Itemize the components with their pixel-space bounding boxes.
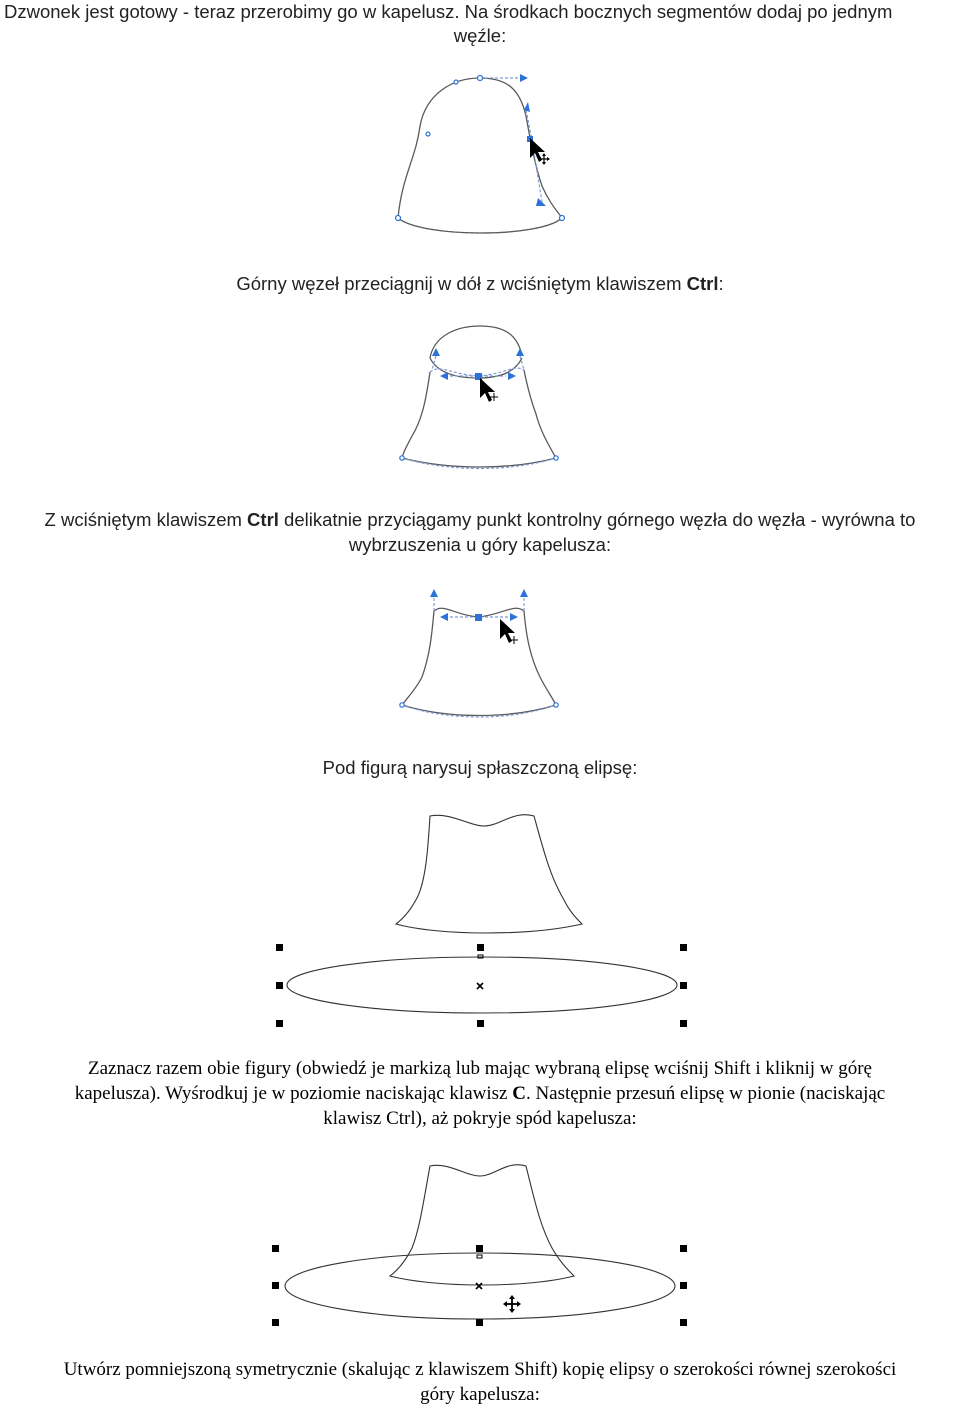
- step4-text-line: Pod figurą narysuj spłaszczoną elipsę:: [322, 757, 638, 778]
- step6-line1: Utwórz pomniejszoną symetrycznie (skalując z klawiszem Shift) kopię elipsy o szerokości równej szerokości: [63, 1359, 897, 1380]
- step2-text-end: :: [718, 273, 724, 294]
- step6-text: [0, 1358, 960, 1382]
- center-x-icon: [477, 983, 483, 989]
- step3-text-2: [0, 533, 960, 557]
- figure-smoothed-top: [390, 585, 570, 725]
- cursor-arrow-icon: [530, 138, 545, 162]
- move-cross-icon: [503, 1295, 521, 1313]
- step5-text-3: [0, 1107, 960, 1131]
- figure-ellipse-moved: [268, 1158, 692, 1333]
- step6-line2: góry kapelusza:: [420, 1384, 540, 1405]
- step5-line1: Zaznacz razem obie figury (obwiedź je markizą lub mając wybraną elipsę wciśnij Shift i kliknij w górę: [88, 1058, 872, 1079]
- intro-text: [0, 0, 960, 24]
- step5-text: [0, 1057, 960, 1081]
- step5-line2-rest: . Następnie przesuń elipsę w pionie (naciskając: [525, 1083, 886, 1104]
- figure-top-node-dragged: [390, 320, 570, 480]
- figure-bell-nodes: [380, 66, 600, 256]
- step6-text-2: [0, 1383, 960, 1407]
- step3-text-rest: delikatnie przyciągamy punkt kontrolny górnego węzła do węzła - wyrówna to: [278, 509, 916, 530]
- step5-line3: klawisz Ctrl), aż pokryje spód kapelusza:: [323, 1108, 637, 1129]
- move-cross-icon: [510, 636, 518, 644]
- figure-hat-ellipse: [270, 808, 690, 1033]
- step2-key: Ctrl: [686, 273, 719, 294]
- center-x-icon: [476, 1283, 482, 1289]
- step2-text: [0, 272, 960, 296]
- step3-text: [0, 508, 960, 532]
- step3-text-part: Z wciśniętym klawiszem: [44, 509, 248, 530]
- step4-text: [0, 756, 960, 780]
- move-cross-icon: [538, 153, 550, 165]
- cursor-arrow-icon: [500, 619, 515, 643]
- step5-line2-part: kapelusza). Wyśrodkuj je w poziomie naciskając klawisz: [74, 1083, 513, 1104]
- step3-text-line2: wybrzuszenia u góry kapelusza:: [348, 534, 612, 555]
- step5-text-2: [0, 1082, 960, 1106]
- intro-line-2: węźle:: [453, 25, 507, 46]
- step2-text-part: Górny węzeł przeciągnij w dół z wciśniętym klawiszem: [236, 273, 687, 294]
- intro-text-2: [0, 24, 960, 48]
- intro-line-1: Dzwonek jest gotowy - teraz przerobimy go w kapelusz. Na środkach bocznych segmentów dodaj po jednym: [4, 1, 893, 22]
- step5-key: C: [512, 1083, 526, 1104]
- cursor-arrow-icon: [480, 378, 495, 402]
- step3-key: Ctrl: [247, 509, 279, 530]
